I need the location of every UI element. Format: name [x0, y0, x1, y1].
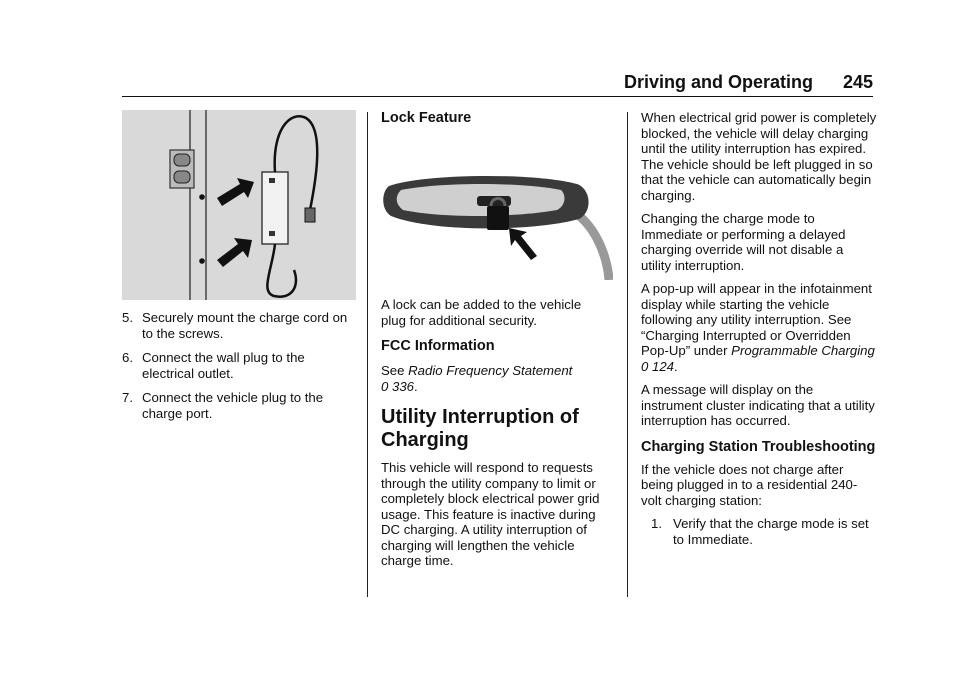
utility-interruption-heading: Utility Interruption of Charging: [381, 406, 579, 451]
list-item: 6. Connect the wall plug to the electrical outlet.: [122, 350, 305, 381]
fcc-reference[interactable]: Radio Frequency Statement: [408, 363, 573, 378]
charging-station-heading: Charging Station Troubleshooting: [641, 438, 876, 455]
programmable-charging-page-ref[interactable]: 0 124: [641, 358, 675, 374]
mounting-diagram: [122, 110, 356, 300]
list-item: 5. Securely mount the charge cord on to the screws.: [122, 310, 348, 341]
list-item: 1. Verify that the charge mode is set to Immediate.: [651, 516, 869, 547]
lock-feature-heading: Lock Feature: [381, 110, 472, 126]
column-left: [122, 110, 356, 430]
page-number: 245: [842, 72, 873, 92]
column-right: [641, 110, 877, 547]
fcc-text: See Radio Frequency Statement 0 336.: [381, 363, 573, 394]
paragraph: When electrical grid power is completely blocked, the vehicle will delay charging until the utility interruption has expired. The vehicle should be left plugged in so that the vehicle can automatically begin charging.: [641, 110, 877, 203]
fcc-page-ref[interactable]: 0 336: [381, 378, 415, 394]
lock-feature-text: A lock can be added to the vehicle plug for additional security.: [381, 297, 582, 328]
charging-station-text: If the vehicle does not charge after being plugged in to a residential 240-volt charging station:: [641, 461, 858, 508]
vehicle-plug-lock-photo: [381, 144, 613, 280]
fcc-heading: FCC Information: [381, 338, 495, 354]
paragraph: Changing the charge mode to Immediate or performing a delayed charging override will not disable a utility interruption.: [641, 211, 846, 273]
charge-cord-mounting-illustration: [122, 110, 356, 300]
troubleshooting-steps: [641, 516, 877, 547]
list-item: 7. Connect the vehicle plug to the charge port.: [122, 390, 324, 421]
utility-interruption-text: This vehicle will respond to requests through the utility company to limit or completely block electrical power grid usage. This feature is inactive during DC charging. A utility interruption of charging will lengthen the vehicle charge time.: [381, 460, 600, 568]
mounting-steps: [122, 310, 356, 421]
section-title: Driving and Operating: [623, 72, 813, 92]
page-header: [122, 72, 873, 97]
paragraph: A message will display on the instrument cluster indicating that a utility interruption has occurred.: [641, 382, 875, 428]
programmable-charging-reference[interactable]: Programmable Charging: [731, 343, 875, 358]
column-divider: [627, 112, 628, 597]
column-divider: [367, 112, 368, 597]
paragraph: A pop-up will appear in the infotainment display while starting the vehicle following any utility interruption. See “Charging Interrupted or Overridden Pop-Up” under Programmable Charging 0 124.: [641, 281, 875, 374]
plug-lock-illustration: [381, 144, 613, 280]
